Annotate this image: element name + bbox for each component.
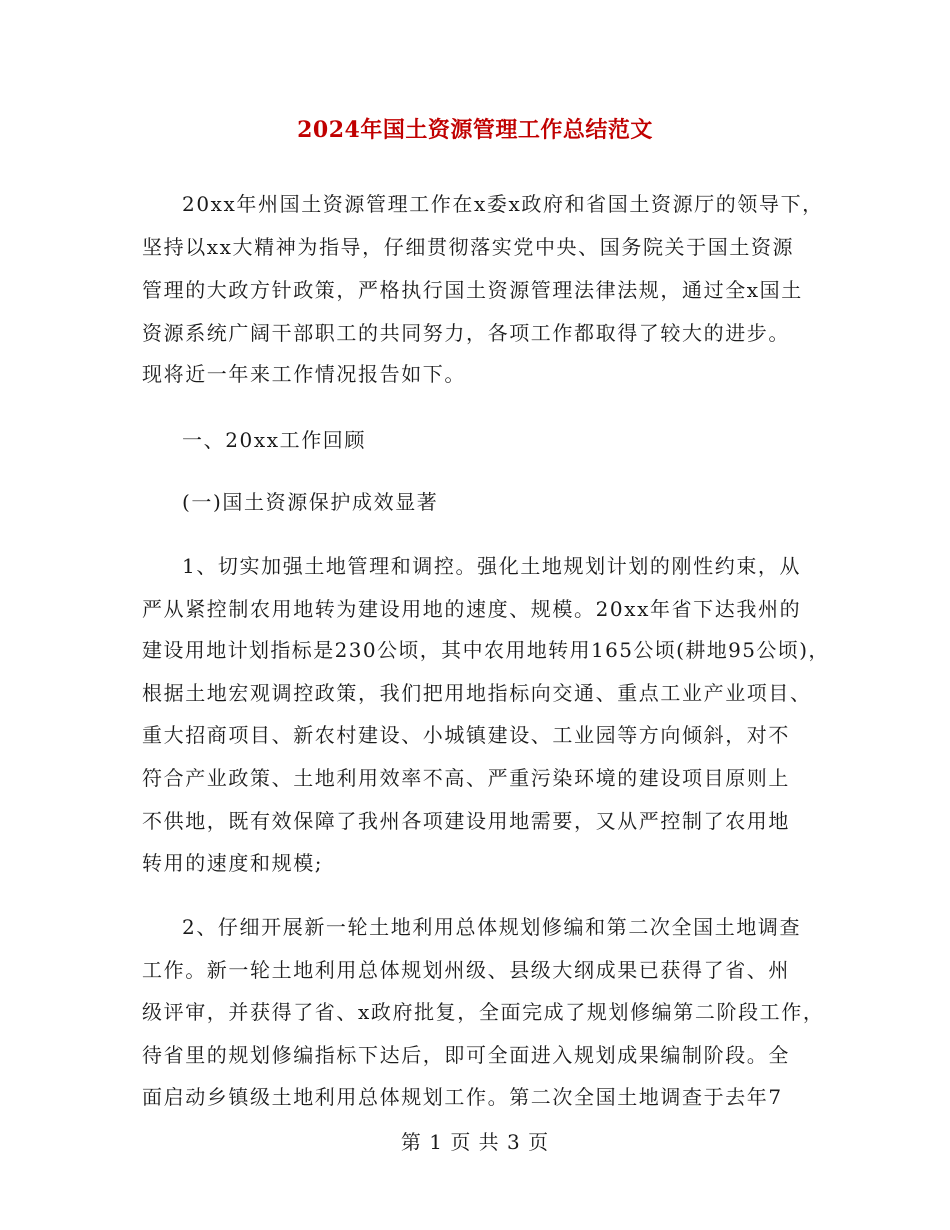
paragraph-line: 待省里的规划修编指标下达后，即可全面进入规划成果编制阶段。全 [142,1043,790,1067]
paragraph-line: 不供地，既有效保障了我州各项建设用地需要，又从严控制了农用地 [142,809,790,833]
paragraph-line: 工作。新一轮土地利用总体规划州级、县级大纲成果已获得了省、州 [142,958,790,982]
document-title: 2024年国土资源管理工作总结范文 [297,117,653,143]
paragraph-line: 20xx年州国土资源管理工作在x委x政府和省国土资源厅的领导下， [182,192,824,216]
paragraph-line: 符合产业政策、土地利用效率不高、严重污染环境的建设项目原则上 [142,766,790,790]
section-heading: 一、20xx工作回顾 [182,428,367,452]
paragraph-line: 2、仔细开展新一轮土地利用总体规划修编和第二次全国土地调查 [182,915,802,939]
paragraph-line: 转用的速度和规模; [142,851,324,875]
paragraph-line: 现将近一年来工作情况报告如下。 [142,362,466,386]
paragraph-line: 1、切实加强土地管理和调控。强化土地规划计划的刚性约束，从 [182,554,802,578]
paragraph-line: 根据土地宏观调控政策，我们把用地指标向交通、重点工业产业项目、 [142,681,812,705]
paragraph-line: 面启动乡镇级土地利用总体规划工作。第二次全国土地调查于去年7 [142,1085,783,1109]
paragraph-line: 级评审，并获得了省、x政府批复，全面完成了规划修编第二阶段工作， [142,1000,825,1024]
paragraph-line: 管理的大政方针政策，严格执行国土资源管理法律法规，通过全x国土 [142,278,803,302]
paragraph-line: 重大招商项目、新农村建设、小城镇建设、工业园等方向倾斜，对不 [142,723,790,747]
page-footer: 第 1 页 共 3 页 [400,1130,550,1154]
paragraph-line: 严从紧控制农用地转为建设用地的速度、规模。20xx年省下达我州的 [142,597,802,621]
paragraph-line: 资源系统广阔干部职工的共同努力，各项工作都取得了较大的进步。 [142,321,790,345]
subsection-heading: (一)国土资源保护成效显著 [182,490,439,514]
paragraph-line: 坚持以xx大精神为指导，仔细贯彻落实党中央、国务院关于国土资源 [142,235,795,259]
paragraph-line: 建设用地计划指标是230公顷，其中农用地转用165公顷(耕地95公顷)， [142,638,830,662]
